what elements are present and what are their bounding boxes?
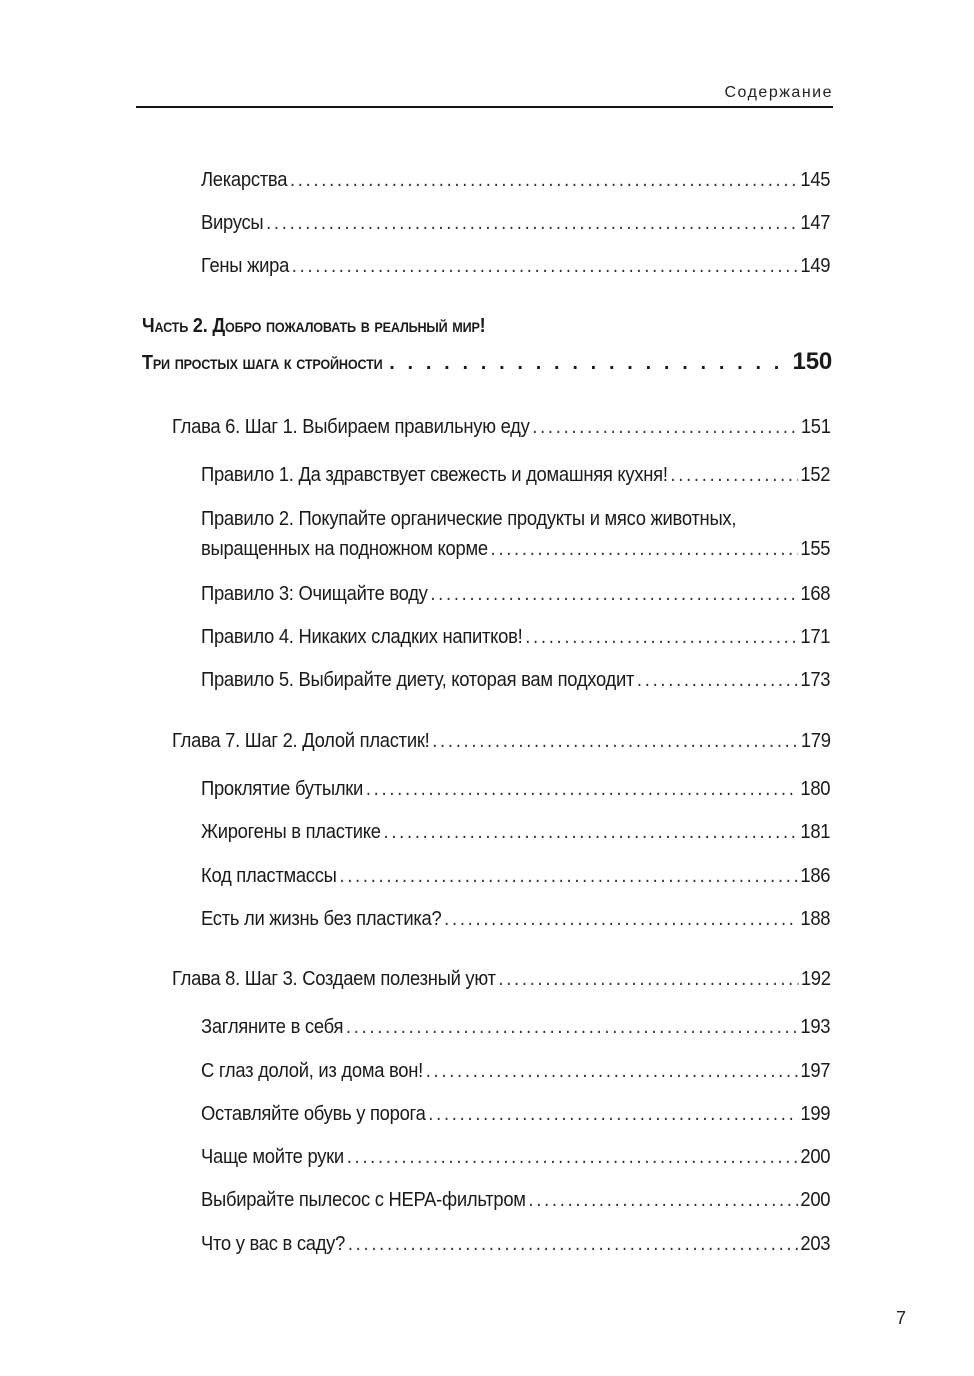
chapter-page: 179 (800, 730, 831, 752)
toc-entry-page: 193 (800, 1016, 831, 1038)
toc-entry-title: Правило 4. Никаких сладких напитков! (201, 626, 523, 648)
toc-entry-page: 199 (800, 1103, 831, 1125)
toc-entry-page: 200 (800, 1189, 831, 1211)
toc-entry-title-line1: Правило 2. Покупайте органические продукты и мясо животных, (201, 508, 737, 530)
toc-entry[interactable] (201, 625, 830, 649)
header-rule (136, 106, 833, 108)
chapter-title: Глава 7. Шаг 2. Долой пластик! (172, 730, 430, 752)
toc-entry-title: Жирогены в пластике (201, 821, 381, 843)
dot-leader (637, 668, 798, 692)
toc-entry-page: 171 (800, 626, 831, 648)
toc-entry-line2 (201, 534, 830, 564)
chapter-entry[interactable] (172, 415, 831, 439)
part-heading-page: 150 (792, 348, 832, 375)
toc-entry[interactable] (201, 168, 830, 192)
toc-entry-page: 155 (800, 538, 831, 560)
toc-entry-title: Гены жира (201, 255, 290, 277)
toc-entry[interactable] (201, 1015, 830, 1039)
toc-entry-multiline[interactable] (201, 504, 830, 564)
toc-entry-title: Чаще мойте руки (201, 1146, 344, 1168)
toc-entry-page: 149 (800, 255, 831, 277)
toc-entry-title: Правило 3: Очищайте воду (201, 583, 428, 605)
dot-leader (266, 211, 798, 235)
dot-leader (389, 345, 786, 381)
chapter-page: 151 (800, 416, 831, 438)
chapter-entry[interactable] (172, 729, 831, 753)
dot-leader (426, 1059, 798, 1083)
toc-entry-page: 145 (800, 169, 831, 191)
toc-entry-page: 152 (800, 464, 831, 486)
toc-entry[interactable] (201, 254, 830, 278)
chapter-entry[interactable] (172, 967, 831, 991)
dot-leader (428, 1102, 797, 1126)
dot-leader (491, 534, 798, 564)
toc-entry-title: С глаз долой, из дома вон! (201, 1060, 423, 1082)
dot-leader (348, 1232, 798, 1256)
toc-entry-title: Есть ли жизнь без пластика? (201, 908, 442, 930)
part-heading-title: Три простых шага к стройности (142, 352, 383, 374)
part-heading[interactable] (142, 308, 832, 381)
dot-leader (346, 1015, 798, 1039)
toc-entry-title: Вирусы (201, 212, 264, 234)
toc-entry-title: Код пластмассы (201, 865, 337, 887)
dot-leader (347, 1145, 798, 1169)
part-heading-line1: Часть 2. Добро пожаловать в реальный мир! (142, 315, 486, 337)
toc-entry-page: 181 (800, 821, 831, 843)
toc-entry[interactable] (201, 820, 830, 844)
toc-entry-title: Правило 1. Да здравствует свежесть и домашняя кухня! (201, 464, 668, 486)
dot-leader (528, 1188, 797, 1212)
toc-entry-page: 188 (800, 908, 831, 930)
toc-entry-page: 203 (800, 1233, 831, 1255)
chapter-title: Глава 6. Шаг 1. Выбираем правильную еду (172, 416, 530, 438)
toc-entry[interactable] (201, 1145, 830, 1169)
dot-leader (670, 463, 797, 487)
dot-leader (292, 254, 798, 278)
toc-entry[interactable] (201, 1188, 830, 1212)
toc-entry[interactable] (201, 1232, 830, 1256)
toc-entry-page: 147 (800, 212, 831, 234)
toc-entry[interactable] (201, 463, 830, 487)
toc-entry-page: 173 (800, 669, 831, 691)
dot-leader (366, 777, 798, 801)
dot-leader (525, 625, 797, 649)
toc-entry[interactable] (201, 907, 830, 931)
chapter-title: Глава 8. Шаг 3. Создаем полезный уют (172, 968, 496, 990)
toc-entry[interactable] (201, 668, 830, 692)
dot-leader (339, 864, 797, 888)
toc-entry-title: Что у вас в саду? (201, 1233, 346, 1255)
toc-entry-page: 186 (800, 865, 831, 887)
dot-leader (498, 967, 798, 991)
dot-leader (444, 907, 797, 931)
dot-leader (384, 820, 798, 844)
toc-entry-title: Правило 5. Выбирайте диету, которая вам подходит (201, 669, 635, 691)
toc-entry-title: Проклятие бутылки (201, 778, 364, 800)
page-number: 7 (896, 1308, 907, 1328)
toc-entry-page: 197 (800, 1060, 831, 1082)
chapter-page: 192 (800, 968, 831, 990)
toc-entry[interactable] (201, 1059, 830, 1083)
dot-leader (432, 729, 798, 753)
toc-entry-title: Лекарства (201, 169, 288, 191)
toc-entry[interactable] (201, 777, 830, 801)
part-heading-line2 (142, 344, 832, 381)
toc-entry-title: Загляните в себя (201, 1016, 344, 1038)
toc-entry[interactable] (201, 864, 830, 888)
dot-leader (290, 168, 798, 192)
toc-entry[interactable] (201, 211, 830, 235)
toc-entry[interactable] (201, 1102, 830, 1126)
toc-entry-page: 180 (800, 778, 831, 800)
toc-entry-title: Оставляйте обувь у порога (201, 1103, 426, 1125)
toc-entry-title: Выбирайте пылесос с HEPA-фильтром (201, 1189, 526, 1211)
dot-leader (430, 582, 797, 606)
running-head-title: Содержание (724, 84, 833, 101)
toc-entry[interactable] (201, 582, 830, 606)
toc-entry-page: 200 (800, 1146, 831, 1168)
toc-entry-title-line2: выращенных на подножном корме (201, 538, 488, 560)
toc-entry-page: 168 (800, 583, 831, 605)
dot-leader (532, 415, 798, 439)
